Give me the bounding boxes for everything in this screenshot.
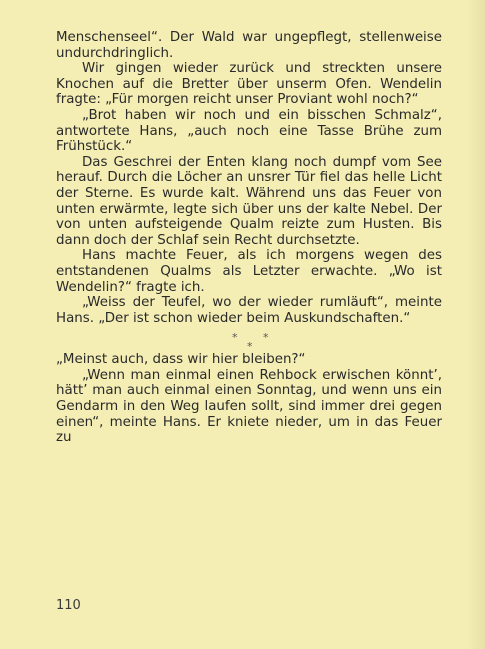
separator-star-1: * [232, 331, 238, 345]
section-separator [56, 330, 442, 354]
separator-star-2: * [263, 331, 269, 345]
paragraph-1: Menschenseel“. Der Wald war ungepflegt, stellenweise undurchdringlich. [56, 30, 442, 61]
page-number: 110 [56, 598, 81, 613]
paragraph-3: „Brot haben wir noch und ein bisschen Schmalz“, antwortete Hans, „auch noch eine Tasse Brühe zum Frühstück.“ [56, 107, 442, 155]
page-edge-shadow [467, 0, 485, 649]
separator-star-3: * [247, 340, 253, 354]
paragraph-6: „Weiss der Teufel, wo der wieder rumläuft“, meinte Hans. „Der ist schon wieder beim Auskundschaften.“ [56, 295, 442, 326]
paragraph-8: „Wenn man einmal einen Rehbock erwischen könnt’, hätt’ man auch einmal einen Sonntag, und wenn uns ein Gendarm in den Weg laufen sollt, sind immer drei gegen einen“, meinte Hans. Er kniete nieder, um in das Feuer zu [56, 367, 442, 446]
body-text [56, 30, 442, 446]
paragraph-2: Wir gingen wieder zurück und streckten unsere Knochen auf die Bretter über unserm Ofen. Wendelin fragte: „Für morgen reicht unser Proviant wohl noch?“ [56, 61, 442, 108]
paragraph-5: Hans machte Feuer, als ich morgens wegen des entstandenen Qualms als Letzter erwachte. „Wo ist Wendelin?“ fragte ich. [56, 248, 442, 295]
paragraph-7: „Meinst auch, dass wir hier bleiben?“ [56, 352, 306, 368]
paragraph-4: Das Geschrei der Enten klang noch dumpf vom See herauf. Durch die Löcher an unsrer Tür fiel das helle Licht der Sterne. Es wurde kalt. Während uns das Feuer von unten erwärmte, legte sich über uns der kalte Nebel. Der von unten aufsteigende Qualm reizte zum Husten. Bis dann doch der Schlaf sein Recht durchsetzte. [56, 154, 442, 248]
